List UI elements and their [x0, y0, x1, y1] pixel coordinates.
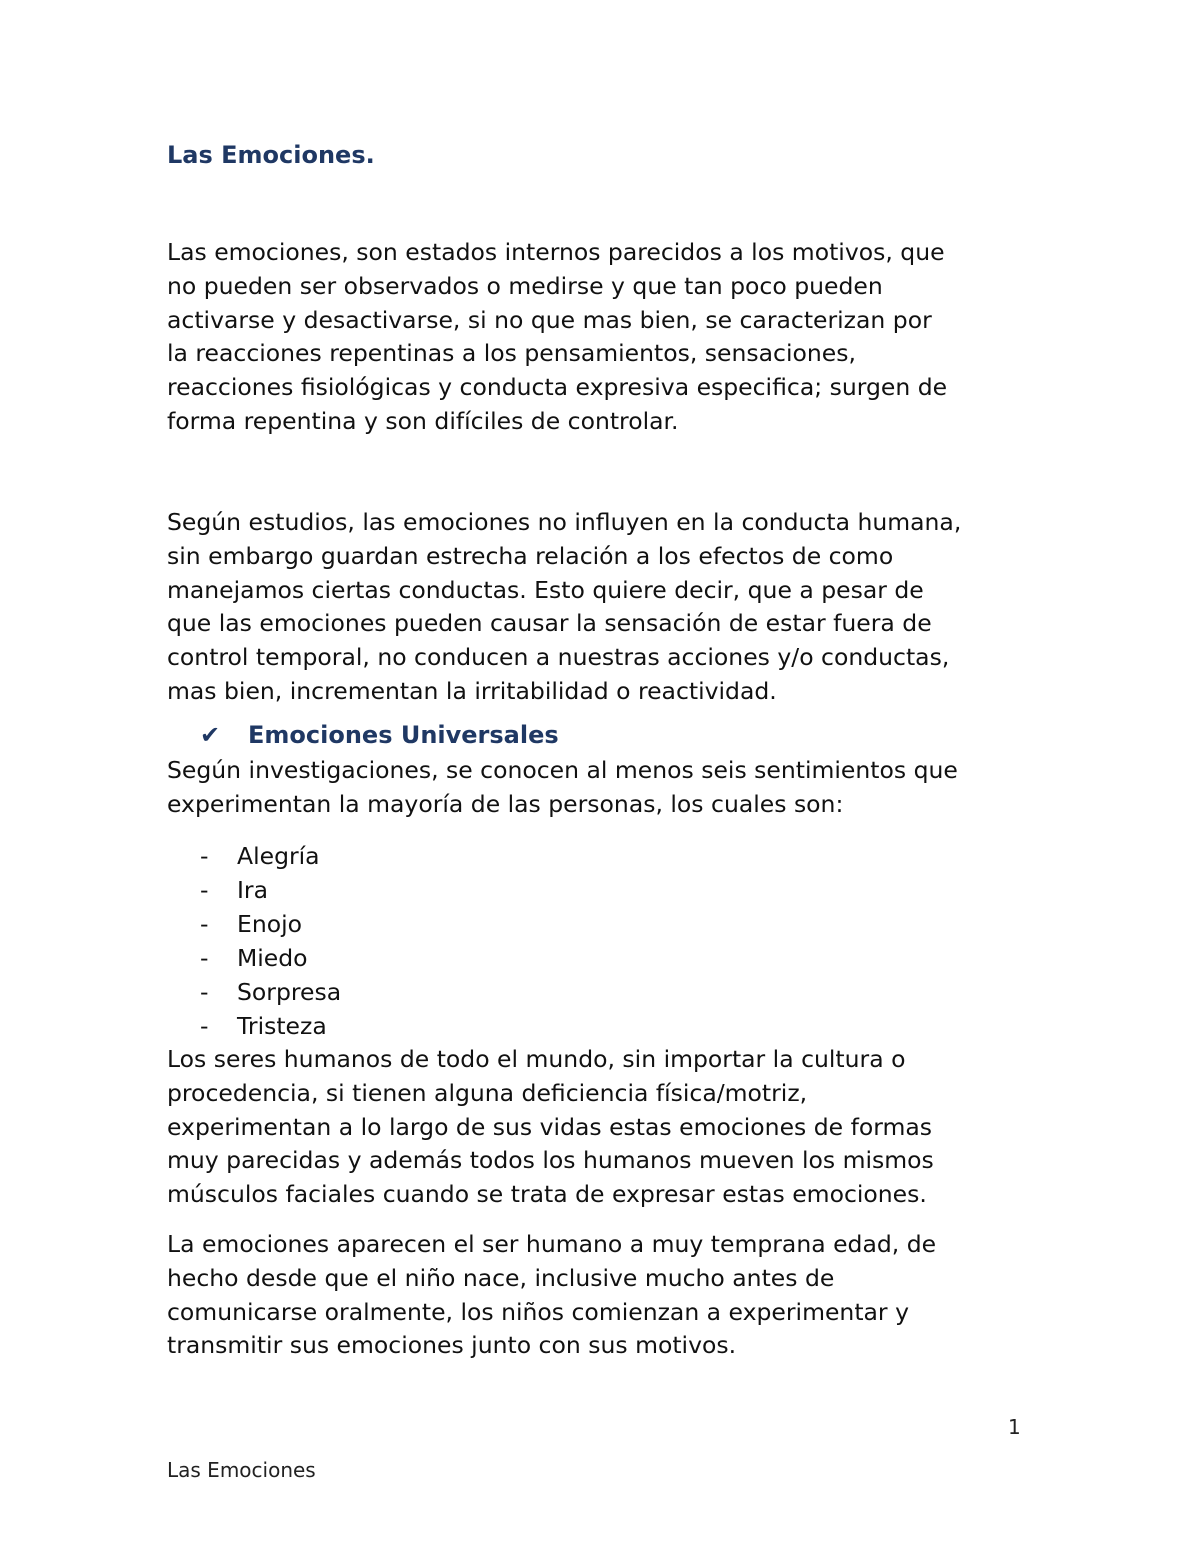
- section-heading-text: Emociones Universales: [248, 721, 559, 749]
- list-item-label: Tristeza: [237, 1012, 327, 1040]
- paragraph-line: comunicarse oralmente, los niños comienzan a experimentar y: [167, 1297, 909, 1326]
- dash-marker: -: [200, 978, 209, 1006]
- list-item: [200, 839, 341, 873]
- paragraph-line: no pueden ser observados o medirse y que tan poco pueden: [167, 271, 883, 300]
- dash-marker: -: [200, 944, 209, 972]
- paragraph-line: experimentan a lo largo de sus vidas estas emociones de formas: [167, 1112, 933, 1141]
- paragraph-line: experimentan la mayoría de las personas, los cuales son:: [167, 789, 844, 818]
- paragraph-line: Las emociones, son estados internos parecidos a los motivos, que: [167, 238, 945, 266]
- list-item: [200, 873, 341, 907]
- paragraph-line: manejamos ciertas conductas. Esto quiere decir, que a pesar de: [167, 575, 924, 604]
- section-heading-emociones-universales: [200, 719, 559, 751]
- paragraph-line: control temporal, no conducen a nuestras acciones y/o conductas,: [167, 643, 950, 672]
- list-item-label: Sorpresa: [237, 978, 342, 1006]
- list-item: [200, 975, 341, 1009]
- paragraph-line: sin embargo guardan estrecha relación a los efectos de como: [167, 541, 894, 570]
- list-item: [200, 907, 341, 941]
- paragraph-line: activarse y desactivarse, si no que mas bien, se caracterizan por: [167, 305, 932, 334]
- paragraph-line: Según investigaciones, se conocen al menos seis sentimientos que: [167, 756, 958, 784]
- paragraph-line: transmitir sus emociones junto con sus motivos.: [167, 1331, 737, 1360]
- dash-marker: -: [200, 910, 209, 938]
- paragraph-line: mas bien, incrementan la irritabilidad o reactividad.: [167, 676, 777, 705]
- list-item: [200, 1009, 341, 1043]
- paragraph-line: la reacciones repentinas a los pensamientos, sensaciones,: [167, 339, 856, 368]
- paragraph-line: Los seres humanos de todo el mundo, sin importar la cultura o: [167, 1045, 906, 1073]
- paragraph-definition: [167, 236, 1067, 439]
- paragraph-line: hecho desde que el niño nace, inclusive mucho antes de: [167, 1263, 835, 1292]
- document-title: Las Emociones.: [167, 141, 375, 169]
- paragraph-line: Según estudios, las emociones no influyen en la conducta humana,: [167, 508, 962, 536]
- list-item-label: Miedo: [237, 944, 308, 972]
- paragraph-line: músculos faciales cuando se trata de expresar estas emociones.: [167, 1180, 927, 1209]
- paragraph-line: procedencia, si tienen alguna deficiencia física/motriz,: [167, 1078, 808, 1107]
- page-number: 1: [1008, 1415, 1021, 1439]
- paragraph-line: reacciones fisiológicas y conducta expresiva especifica; surgen de: [167, 373, 948, 402]
- dash-marker: -: [200, 842, 209, 870]
- paragraph-early-age: [167, 1228, 1067, 1363]
- paragraph-line: La emociones aparecen el ser humano a muy temprana edad, de: [167, 1230, 937, 1258]
- dash-marker: -: [200, 876, 209, 904]
- paragraph-investigations: [167, 754, 1067, 822]
- paragraph-humans: [167, 1043, 1067, 1212]
- list-item-label: Alegría: [237, 842, 320, 870]
- list-item-label: Enojo: [237, 910, 303, 938]
- list-item-label: Ira: [237, 876, 268, 904]
- list-item: [200, 941, 341, 975]
- paragraph-studies: [167, 506, 1067, 709]
- paragraph-line: forma repentina y son difíciles de controlar.: [167, 406, 679, 435]
- footer-text: Las Emociones: [167, 1458, 316, 1482]
- emotion-list: [200, 839, 341, 1043]
- dash-marker: -: [200, 1012, 209, 1040]
- checkmark-icon: ✔: [200, 721, 221, 749]
- paragraph-line: muy parecidas y además todos los humanos mueven los mismos: [167, 1146, 934, 1175]
- paragraph-line: que las emociones pueden causar la sensación de estar fuera de: [167, 609, 932, 638]
